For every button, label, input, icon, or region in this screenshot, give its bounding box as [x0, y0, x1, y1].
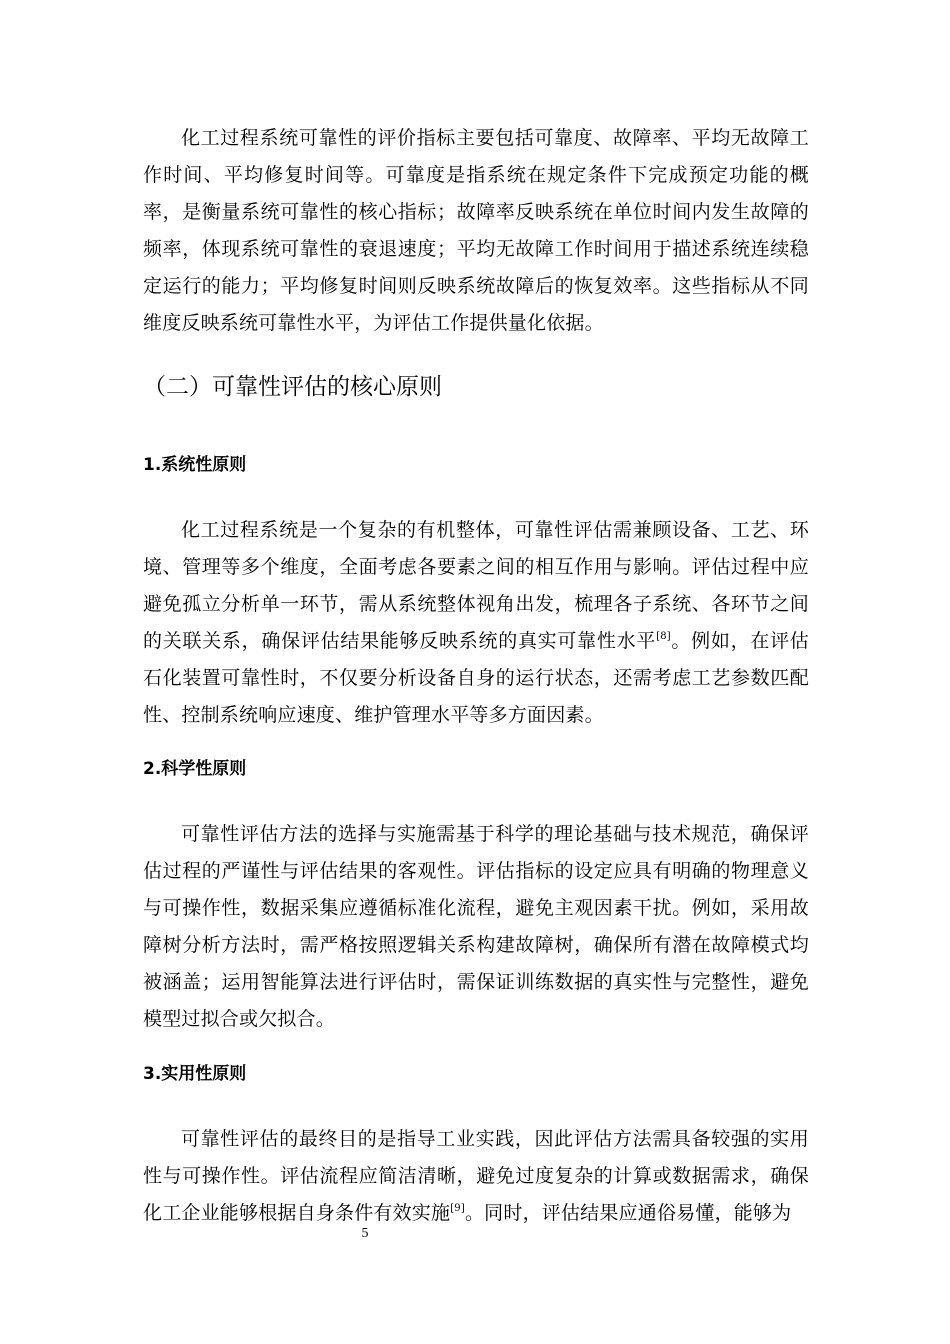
subheading-practical-principle: 3.实用性原则	[143, 1064, 247, 1084]
paragraph-text: 可靠性评估方法的选择与实施需基于科学的理论基础与技术规范，确保评估过程的严谨性与评估结果的客观性。评估指标的设定应具有明确的物理意义与可操作性，数据采集应遵循标准化流程，避免主观因素干扰。例如，采用故障树分析方法时，需严格按照逻辑关系构建故障树，确保所有潜在故障模式均被涵盖；运用智能算法进行评估时，需保证训练数据的真实性与完整性，避免模型过拟合或欠拟合。	[143, 823, 809, 1030]
paragraph-systematic-principle	[143, 512, 809, 734]
page-number: 5	[361, 1226, 369, 1241]
section-heading: （二）可靠性评估的核心原则	[143, 374, 442, 400]
paragraph-scientific-principle	[143, 816, 809, 1038]
paragraph-text: 化工过程系统可靠性的评价指标主要包括可靠度、故障率、平均无故障工作时间、平均修复时间等。可靠度是指系统在规定条件下完成预定功能的概率，是衡量系统可靠性的核心指标；故障率反映系统在单位时间内发生故障的频率，体现系统可靠性的衰退速度；平均无故障工作时间用于描述系统连续稳定运行的能力；平均修复时间则反映系统故障后的恢复效率。这些指标从不同维度反映系统可靠性水平，为评估工作提供量化依据。	[143, 127, 809, 334]
citation-reference: [8]	[656, 631, 671, 642]
paragraph-practical-principle	[143, 1121, 809, 1232]
subheading-systematic-principle: 1.系统性原则	[143, 455, 247, 475]
paragraph-text: 。例如，在评估石化装置可靠性时，不仅要分析设备自身的运行状态，还需考虑工艺参数匹配性、控制系统响应速度、维护管理水平等多方面因素。	[143, 630, 809, 726]
paragraph-text: 化工过程系统是一个复杂的有机整体，可靠性评估需兼顾设备、工艺、环境、管理等多个维度，全面考虑各要素之间的相互作用与影响。评估过程中应避免孤立分析单一环节，需从系统整体视角出发，梳理各子系统、各环节之间的关联关系，确保评估结果能够反映系统的真实可靠性水平	[143, 519, 809, 652]
paragraph-text: 可靠性评估的最终目的是指导工业实践，因此评估方法需具备较强的实用性与可操作性。评估流程应简洁清晰，避免过度复杂的计算或数据需求，确保化工企业能够根据自身条件有效实施	[143, 1128, 809, 1224]
paragraph-reliability-indicators	[143, 120, 809, 342]
subheading-scientific-principle: 2.科学性原则	[143, 759, 247, 779]
paragraph-text: 。同时，评估结果应通俗易懂，能够为	[464, 1202, 792, 1224]
citation-reference: [9]	[450, 1203, 465, 1214]
